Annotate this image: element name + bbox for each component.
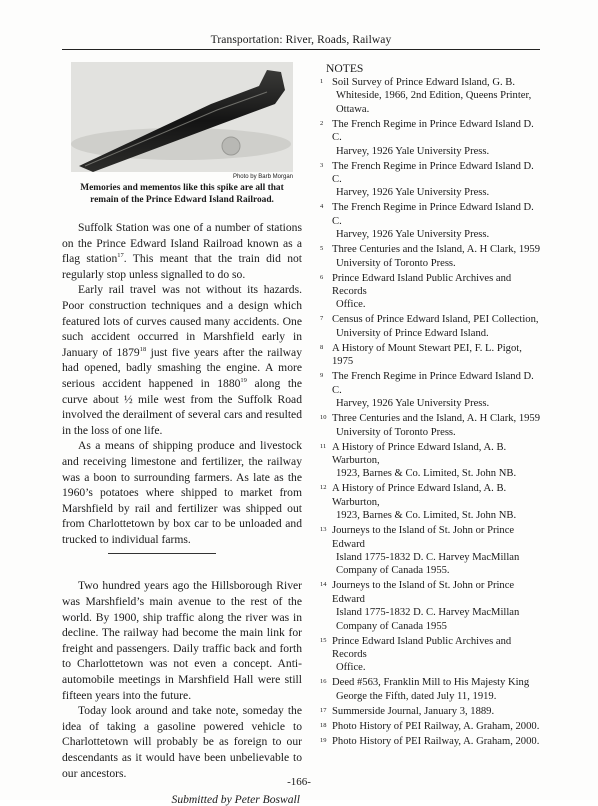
- note-number: 11: [320, 442, 327, 450]
- note-line: Island 1775-1832 D. C. Harvey MacMillan: [336, 551, 520, 563]
- note-item: [318, 118, 542, 158]
- note-line: Office.: [336, 299, 366, 311]
- footnote-ref: 18: [139, 345, 147, 353]
- note-number: 14: [320, 581, 327, 589]
- left-column: [62, 62, 302, 806]
- notes-title: NOTES: [326, 62, 364, 75]
- note-item: [318, 720, 542, 733]
- note-line: Journeys to the Island of St. John or Prince Edward: [332, 580, 515, 605]
- note-text: [332, 313, 542, 340]
- note-item: [318, 76, 542, 116]
- note-number: 5: [320, 245, 324, 253]
- note-line: Soil Survey of Prince Edward Island, G. B.: [332, 77, 516, 88]
- photo-caption: [62, 183, 302, 206]
- signature: Submitted by Peter Boswall: [171, 793, 300, 806]
- note-number: 13: [320, 526, 327, 534]
- running-header: Transportation: River, Roads, Railway: [210, 34, 392, 46]
- note-line: University of Toronto Press.: [336, 257, 456, 269]
- paragraph-text: Suffolk Station was one of a number of stations on the Prince Edward Island Railroad known as a flag station: [62, 221, 302, 266]
- note-text: [332, 735, 542, 748]
- note-line: Company of Canada 1955: [336, 620, 447, 632]
- note-line: University of Prince Edward Island.: [336, 327, 489, 339]
- note-text: [332, 342, 542, 369]
- note-line: Three Centuries and the Island, A. H Clark, 1959: [332, 413, 541, 425]
- note-number: 8: [320, 343, 324, 351]
- note-item: [318, 160, 542, 200]
- note-line: The French Regime in Prince Edward Island D. C.: [332, 118, 534, 144]
- note-text: [332, 243, 542, 270]
- note-line: Ottawa.: [336, 103, 370, 115]
- note-item: [318, 735, 542, 748]
- note-item: [318, 313, 542, 340]
- note-item: [318, 201, 542, 241]
- note-line: Photo History of PEI Railway, A. Graham, 2000.: [332, 720, 540, 732]
- footnote-ref: 19: [240, 377, 247, 385]
- note-number: 3: [320, 161, 324, 169]
- note-item: [318, 441, 542, 481]
- note-line: George the Fifth, dated July 11, 1919.: [336, 690, 497, 702]
- note-line: Harvey, 1926 Yale University Press.: [336, 229, 490, 241]
- paragraph-text: just five years after the railway had opened, badly smashing the engine. A more serious accident happened in 1880: [62, 345, 302, 390]
- note-number: 18: [320, 721, 327, 729]
- note-number: 9: [320, 372, 324, 380]
- railway-spike-photo: [71, 62, 293, 172]
- note-line: Photo History of PEI Railway, A. Graham, 2000.: [332, 735, 540, 747]
- note-item: [318, 635, 542, 675]
- note-line: 1923, Barnes & Co. Limited, St. John NB.: [336, 468, 517, 480]
- note-item: [318, 579, 542, 633]
- notes-column: [318, 62, 542, 750]
- paragraph-text: along the curve about ½ mile west from the Suffolk Road involved the derailment of several cars and resulted in the loss of one life.: [62, 376, 303, 437]
- note-text: [332, 370, 542, 410]
- note-item: [318, 342, 542, 369]
- note-line: Deed #563, Franklin Mill to His Majesty King: [332, 677, 530, 689]
- footnote-ref: 17: [117, 252, 124, 260]
- note-item: [318, 370, 542, 410]
- paragraph-early-rail: [62, 282, 302, 438]
- note-line: Census of Prince Edward Island, PEI Collection,: [332, 314, 539, 326]
- note-number: 2: [320, 119, 324, 127]
- note-number: 10: [320, 414, 327, 422]
- note-text: [332, 720, 542, 733]
- note-line: A History of Prince Edward Island, A. B. Warburton,: [332, 441, 507, 466]
- note-number: 1: [320, 78, 324, 85]
- note-item: [318, 412, 542, 439]
- note-number: 16: [320, 678, 327, 686]
- note-item: [318, 243, 542, 270]
- note-text: [332, 272, 542, 312]
- note-text: [332, 118, 542, 158]
- paragraph-shipping: As a means of shipping produce and livestock and receiving limestone and fertilizer, the railway was a boon to surrounding farmers. As late as the 1960’s potatoes where shipped to market from Marshfield by rail and fertilizer was shipped out from Charlottetown by box car to be unloaded and trucked to individual farms.: [62, 439, 302, 546]
- note-line: University of Toronto Press.: [336, 426, 456, 438]
- caption-line-1: Memories and mementos like this spike are all that: [80, 183, 284, 193]
- note-line: Journeys to the Island of St. John or Prince Edward: [332, 525, 515, 550]
- note-line: Prince Edward Island Public Archives and Records: [332, 272, 512, 298]
- note-line: Harvey, 1926 Yale University Press.: [336, 187, 490, 199]
- note-number: 15: [320, 636, 327, 644]
- note-line: The French Regime in Prince Edward Island D. C.: [332, 371, 534, 396]
- note-text: [332, 705, 542, 718]
- note-line: Summerside Journal, January 3, 1889.: [332, 705, 495, 717]
- note-line: The French Regime in Prince Edward Island D. C.: [332, 202, 534, 227]
- paragraph-suffolk-station: [62, 220, 302, 282]
- note-number: 19: [320, 736, 327, 744]
- note-line: The French Regime in Prince Edward Island D. C.: [332, 160, 534, 186]
- note-text: [332, 482, 542, 522]
- photo-credit: Photo by Barb Morgan: [232, 174, 293, 180]
- note-line: Whiteside, 1966, 2nd Edition, Queens Printer,: [336, 90, 532, 102]
- note-text: [332, 441, 542, 481]
- header-rule: [62, 49, 540, 50]
- note-item: [318, 705, 542, 718]
- paragraph-hillsborough: Two hundred years ago the Hillsborough River was Marshfield’s main avenue to the rest of the world. By 1900, ship traffic along the river was in decline. The railway had become the main link for freight and passengers. Daily traffic back and forth to Charlottetown was not even a concept. Anti-automobile meetings in Marshfield Hall were still fifteen years into the future.: [62, 579, 302, 702]
- note-item: [318, 482, 542, 522]
- note-line: Island 1775-1832 D. C. Harvey MacMillan: [336, 607, 520, 619]
- note-line: Harvey, 1926 Yale University Press.: [336, 145, 490, 157]
- note-line: Three Centuries and the Island, A. H Clark, 1959: [332, 244, 541, 256]
- note-item: [318, 524, 542, 578]
- paragraph-today: Today look around and take note, someday the idea of taking a gasoline powered vehicle to Charlottetown will probably be as foreign to our descendants as it would have been unbelievable to our ancestors.: [62, 704, 302, 780]
- note-number: 7: [320, 315, 324, 323]
- note-number: 17: [320, 706, 327, 714]
- note-number: 6: [320, 273, 324, 281]
- note-line: Office.: [336, 662, 366, 674]
- note-line: Prince Edward Island Public Archives and Records: [332, 635, 512, 660]
- note-item: [318, 272, 542, 312]
- section-divider: [108, 553, 216, 554]
- note-number: 4: [320, 203, 324, 211]
- note-number: 12: [320, 484, 327, 492]
- note-line: Harvey, 1926 Yale University Press.: [336, 398, 490, 410]
- note-item: [318, 676, 542, 703]
- spike-illustration: [71, 62, 293, 172]
- note-text: [332, 676, 542, 703]
- note-line: Company of Canada 1955.: [336, 565, 450, 577]
- note-text: [332, 76, 542, 116]
- note-line: A History of Prince Edward Island, A. B. Warburton,: [332, 483, 507, 508]
- page-number: -166-: [287, 776, 311, 788]
- note-text: [332, 160, 542, 200]
- notes-list: [318, 76, 542, 748]
- note-line: 1923, Barnes & Co. Limited, St. John NB.: [336, 510, 517, 522]
- note-line: A History of Mount Stewart PEI, F. L. Pigot, 1975: [332, 342, 522, 368]
- paragraph-text: . This meant that the train did not regularly stop unless signalled to do so.: [62, 252, 303, 281]
- note-text: [332, 412, 542, 439]
- note-text: [332, 524, 542, 578]
- paragraph-text: Early rail travel was not without its hazards. Poor construction techniques and a design which featured lots of curves caused many accidents. One such accident occurred in Marshfield early in January of 1879: [62, 283, 302, 359]
- note-text: [332, 201, 542, 241]
- caption-line-2: remain of the Prince Edward Island Railroad.: [90, 194, 274, 205]
- note-text: [332, 579, 542, 633]
- note-text: [332, 635, 542, 675]
